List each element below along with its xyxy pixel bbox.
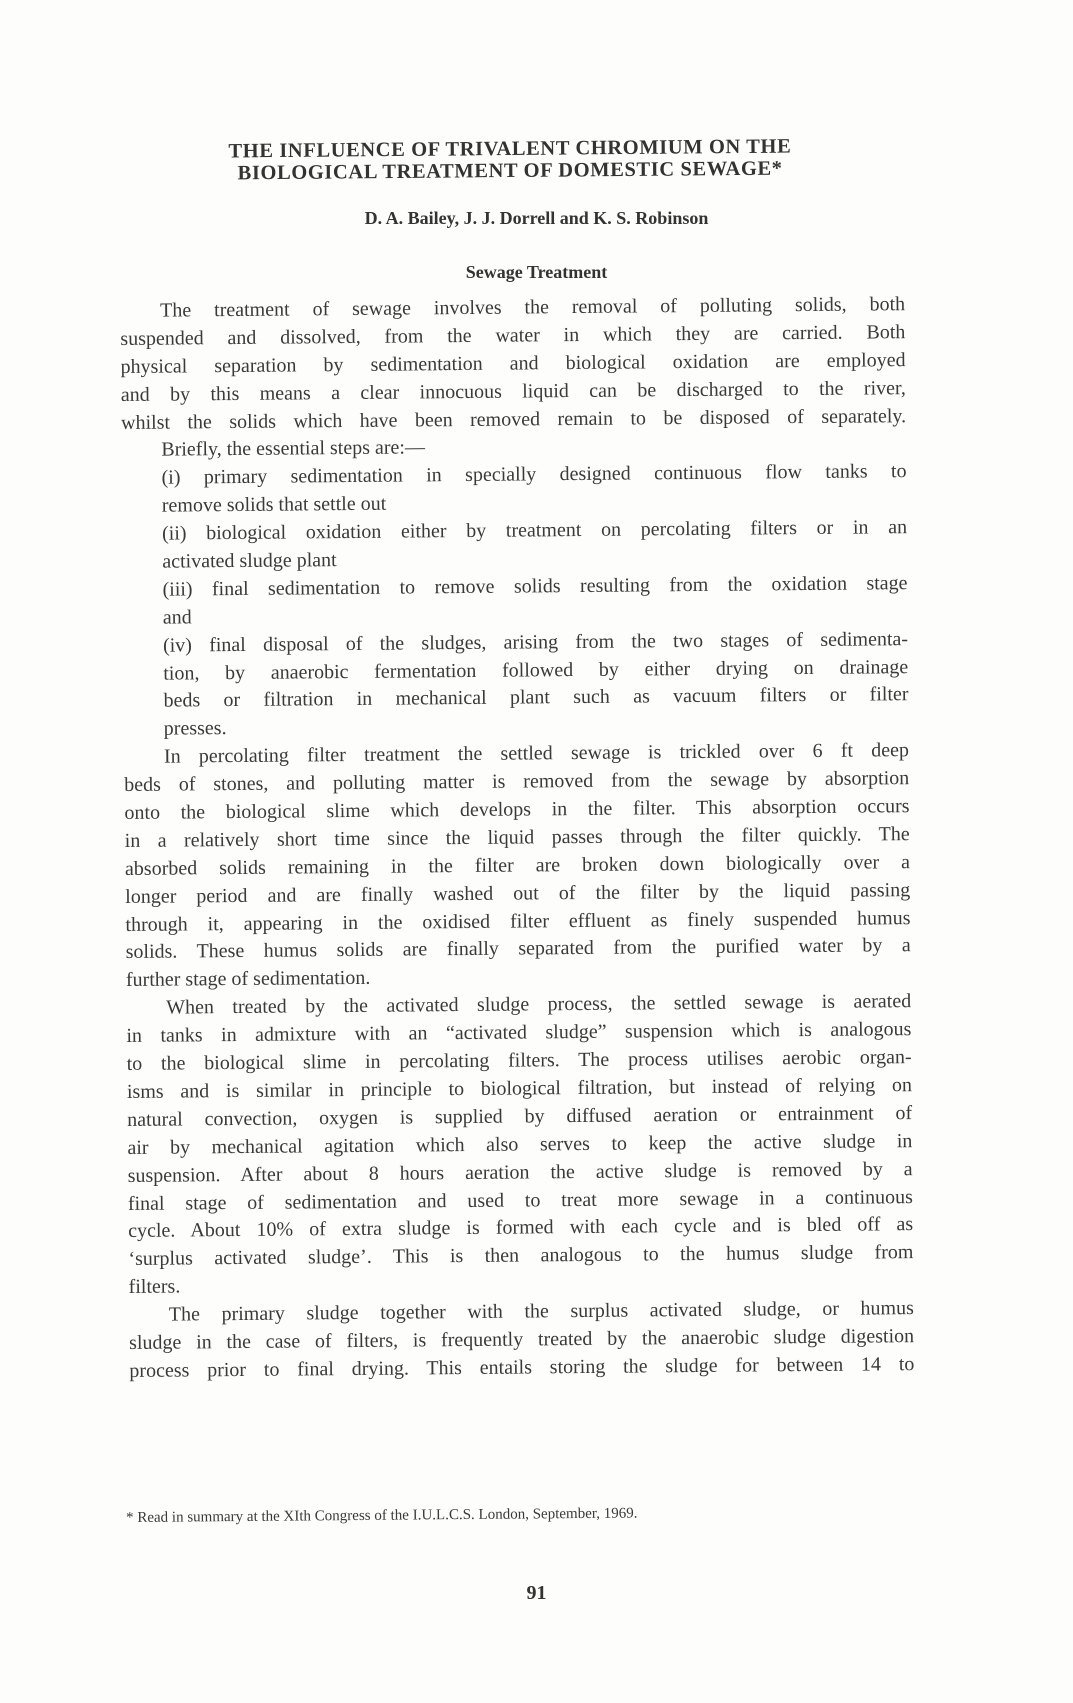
text-line: suspended and dissolved, from the water in which they are carried. Both [120,321,906,350]
body-text [120,291,914,1386]
text-line: Briefly, the essential steps are:— [161,436,426,462]
list-item: beds or filtration in mechanical plant such as vacuum filters or filter [163,683,909,713]
text-line: absorbed solids remaining in the filter are broken down biologically over a [124,850,911,880]
text-line: filters. [128,1275,181,1299]
section-heading: Sewage Treatment [465,262,608,282]
text-line: longer period and are finally washed out of the filter by the liquid passing [125,878,911,908]
text-line: isms and is similar in principle to biological filtration, but instead of relying on [126,1074,912,1103]
text-line: In percolating filter treatment the settled sewage is trickled over 6 ft deep [163,739,910,768]
text-line: to the biological slime in percolating filters. The process utilises aerobic organ- [126,1046,912,1076]
paper-title [160,135,860,185]
footnote: * Read in summary at the XIth Congress of the I.U.L.C.S. London, September, 1969. [126,1505,638,1526]
text-line: natural convection, oxygen is supplied by diffused aeration or entrainment of [127,1101,913,1131]
list-item: remove solids that settle out [161,492,387,517]
text-line: in tanks in admixture with an “activated sludge” suspension which is analogous [126,1018,912,1048]
list-item: tion, by anaerobic fermentation followed by either drying on drainage [163,655,909,685]
list-item: (iii) final sedimentation to remove solids resulting from the oxidation stage [162,572,908,601]
text-line: beds of stones, and polluting matter is removed from the sewage by absorption [124,767,910,797]
list-item: and [162,606,192,629]
text-line: in a relatively short time since the liquid passes through the filter quickly. The [124,823,910,852]
text-line: The treatment of sewage involves the removal of polluting solids, both [160,293,906,322]
list-item: activated sludge plant [162,549,337,573]
text-line: further stage of sedimentation. [125,967,371,992]
text-line: The primary sludge together with the surplus activated sludge, or humus [168,1297,914,1326]
list-item: presses. [163,717,227,740]
text-line: onto the biological slime which develops in the filter. This absorption occurs [124,795,910,825]
text-line: physical separation by sedimentation and biological oxidation are employed [120,348,906,378]
list-item: (ii) biological oxidation either by treatment on percolating filters or in an [161,516,908,545]
text-line: process prior to final drying. This entails storing the sludge for between 14 to [129,1352,915,1382]
list-item: (iv) final disposal of the sludges, arising from the two stages of sedimenta- [162,627,909,657]
text-line: and by this means a clear innocuous liquid can be discharged to the river, [120,376,906,406]
paper-title-line-2: BIOLOGICAL TREATMENT OF DOMESTIC SEWAGE* [237,157,783,185]
text-line: cycle. About 10% of extra sludge is formed with each cycle and is bled off as [128,1213,914,1243]
text-line: suspension. After about 8 hours aeration the active sludge is removed by a [127,1157,913,1187]
author-list: D. A. Bailey, J. J. Dorrell and K. S. Robinson [364,208,709,228]
text-line: air by mechanical agitation which also serves to keep the active sludge in [127,1129,913,1159]
text-line: final stage of sedimentation and used to treat more sewage in a continuous [127,1185,913,1215]
text-line: When treated by the activated sludge process, the settled sewage is aerated [166,990,912,1019]
list-item: (i) primary sedimentation in specially designed continuous flow tanks to [161,460,907,489]
text-line: through it, appearing in the oxidised filter effluent as finely suspended humus [125,906,911,936]
page-number: 91 [526,1582,547,1604]
text-line: sludge in the case of filters, is frequently treated by the anaerobic sludge digestion [129,1325,915,1354]
text-line: ‘surplus activated sludge’. This is then analogous to the humus sludge from [128,1241,914,1271]
text-line: solids. These humus solids are finally separated from the purified water by a [125,934,911,964]
paper-title-line-1: THE INFLUENCE OF TRIVALENT CHROMIUM ON THE [228,135,792,163]
text-line: whilst the solids which have been removed remain to be disposed of separately. [120,404,907,434]
